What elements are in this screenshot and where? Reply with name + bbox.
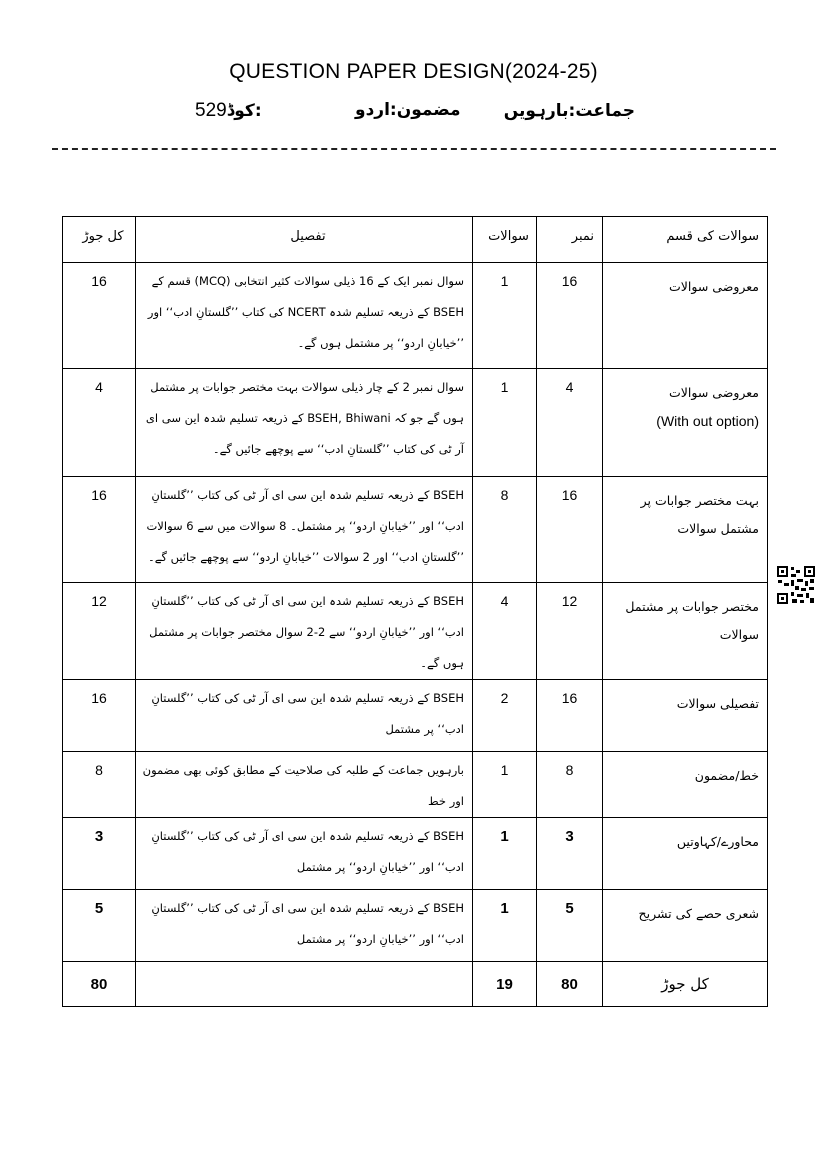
question-design-table: [62, 216, 768, 1007]
row-total: 8: [63, 752, 136, 818]
footer-questions: 19: [473, 962, 537, 1007]
table-row: [63, 752, 768, 818]
row-type: [603, 818, 768, 890]
table-row: [63, 369, 768, 477]
row-questions: 1: [473, 369, 537, 477]
document-title: QUESTION PAPER DESIGN(2024-25): [229, 60, 598, 83]
row-type-label: مختصر جوابات پر مشتمل سوالات: [625, 599, 759, 642]
row-questions: 4: [473, 583, 537, 680]
row-questions: 1: [473, 818, 537, 890]
row-type-label: معروضی سوالات: [669, 385, 759, 400]
row-total: 16: [63, 477, 136, 583]
subheading: [195, 98, 635, 132]
row-type-note: (With out option): [656, 413, 759, 429]
header-detail: تفصیل: [136, 217, 473, 263]
table-row: [63, 583, 768, 680]
row-total: 12: [63, 583, 136, 680]
table-row: [63, 477, 768, 583]
row-detail: بارہویں جماعت کے طلبہ کی صلاحیت کے مطابق کوئی بھی مضمون اور خط: [136, 752, 473, 818]
footer-total: 80: [63, 962, 136, 1007]
code-label: [195, 100, 262, 122]
row-marks: 16: [537, 263, 603, 369]
row-type: [603, 752, 768, 818]
code-caption: کوڈ:: [226, 101, 262, 121]
row-detail: سوال نمبر 2 کے چار ذیلی سوالات بہت مختصر جوابات پر مشتمل ہوں گے جو کہ BSEH, Bhiwani کے ذریعہ تسلیم شدہ این سی ای آر ٹی کی کتاب ’’گلستانِ ادب‘‘ سے پوچھے جائیں گے۔: [136, 369, 473, 477]
row-type-label: خط/مضمون: [694, 768, 759, 783]
row-type: [603, 583, 768, 680]
row-total: 3: [63, 818, 136, 890]
row-detail: BSEH کے ذریعہ تسلیم شدہ این سی ای آر ٹی کی کتاب ’’گلستانِ ادب‘‘ اور ’’خیابانِ اردو‘‘ پر مشتمل۔ 8 سوالات میں سے 6 سوالات ’’گلستانِ ادب‘‘ اور 2 سوالات ’’خیابانِ اردو‘‘ سے پوچھے جائیں گے۔: [136, 477, 473, 583]
header-type: سوالات کی قسم: [603, 217, 768, 263]
table-row: [63, 890, 768, 962]
row-marks: 12: [537, 583, 603, 680]
header-questions: سوالات: [473, 217, 537, 263]
row-type: [603, 477, 768, 583]
row-type: [603, 680, 768, 752]
table-header-row: [63, 217, 768, 263]
row-total: 16: [63, 680, 136, 752]
row-marks: 16: [537, 680, 603, 752]
row-type-label: معروضی سوالات: [669, 279, 759, 294]
row-type-label: تفصیلی سوالات: [676, 696, 759, 711]
row-total: 5: [63, 890, 136, 962]
footer-detail-empty: [136, 962, 473, 1007]
row-total: 4: [63, 369, 136, 477]
class-label: جماعت:بارہویں: [503, 101, 635, 121]
row-questions: 1: [473, 890, 537, 962]
row-detail: BSEH کے ذریعہ تسلیم شدہ این سی ای آر ٹی کی کتاب ’’گلستانِ ادب‘‘ پر مشتمل: [136, 680, 473, 752]
row-type-label: محاورے/کہاوتیں: [676, 834, 759, 849]
code-value: 529: [195, 100, 227, 121]
row-questions: 2: [473, 680, 537, 752]
table-total-row: [63, 962, 768, 1007]
footer-label: کل جوڑ: [603, 962, 768, 1007]
row-marks: 16: [537, 477, 603, 583]
row-type: [603, 369, 768, 477]
row-detail: BSEH کے ذریعہ تسلیم شدہ این سی ای آر ٹی کی کتاب ’’گلستانِ ادب‘‘ اور ’’خیابانِ اردو‘‘ پر مشتمل: [136, 818, 473, 890]
footer-marks: 80: [537, 962, 603, 1007]
row-questions: 1: [473, 263, 537, 369]
row-total: 16: [63, 263, 136, 369]
header-total: کل جوڑ: [63, 217, 136, 263]
row-marks: 5: [537, 890, 603, 962]
qr-code-icon: [776, 565, 816, 605]
row-marks: 4: [537, 369, 603, 477]
row-questions: 1: [473, 752, 537, 818]
row-detail: سوال نمبر ایک کے 16 ذیلی سوالات کثیر انتخابی (MCQ) قسم کے BSEH کے ذریعہ تسلیم شدہ NCERT کی کتاب ’’گلستانِ ادب‘‘ اور ’’خیابانِ اردو‘‘ پر مشتمل ہوں گے۔: [136, 263, 473, 369]
row-questions: 8: [473, 477, 537, 583]
row-type-label: بہت مختصر جوابات پر مشتمل سوالات: [640, 493, 759, 536]
subject-label: مضمون:اردو: [355, 100, 461, 120]
row-type: [603, 890, 768, 962]
row-marks: 3: [537, 818, 603, 890]
row-type-label: شعری حصے کی تشریح: [638, 906, 759, 921]
dashed-divider: [52, 148, 776, 150]
table-row: [63, 263, 768, 369]
table-row: [63, 818, 768, 890]
table-row: [63, 680, 768, 752]
row-detail: BSEH کے ذریعہ تسلیم شدہ این سی ای آر ٹی کی کتاب ’’گلستانِ ادب‘‘ اور ’’خیابانِ اردو‘‘ پر مشتمل: [136, 890, 473, 962]
header-marks: نمبر: [537, 217, 603, 263]
row-marks: 8: [537, 752, 603, 818]
row-detail: BSEH کے ذریعہ تسلیم شدہ این سی ای آر ٹی کی کتاب ’’گلستانِ ادب‘‘ اور ’’خیابانِ اردو‘‘ سے 2-2 سوال مختصر جوابات پر مشتمل ہوں گے۔: [136, 583, 473, 680]
row-type: [603, 263, 768, 369]
